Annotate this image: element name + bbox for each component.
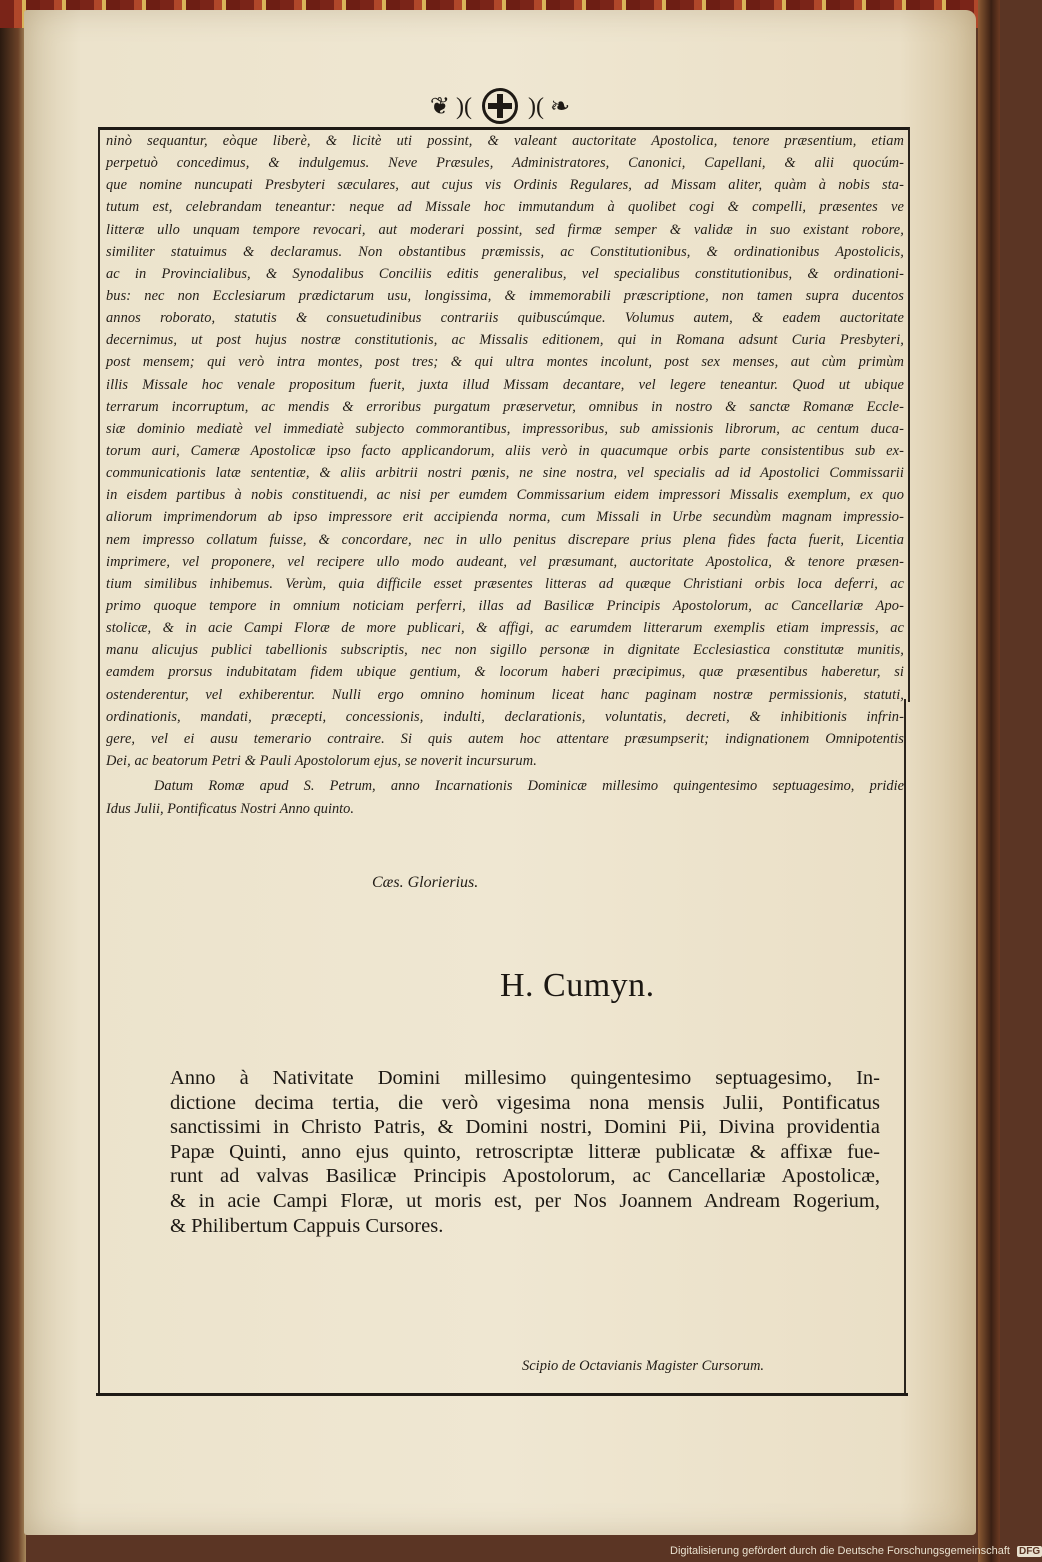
datum-line: Idus Julii, Pontificatus Nostri Anno quinto. xyxy=(106,801,354,817)
book-binding-left xyxy=(0,0,26,1562)
text-line: in eisdem partibus à nobis constituendi, ac nisi per eumdem Commissarium eidem impressori Missalis exemplum, ex quo xyxy=(106,487,904,504)
datum-paragraph xyxy=(106,775,904,821)
text-line: communicationis latæ sententiæ, & aliis arbitrii nostri pœnis, ne sine nostra, vel specialis ad id Apostolici Commissarii xyxy=(106,465,904,482)
text-line: Dei, ac beatorum Petri & Pauli Apostolorum ejus, se noverit incursurum. xyxy=(106,752,537,769)
frame-rule-right xyxy=(904,699,906,1393)
text-line: perpetuò concedimus, & indulgemus. Neve Præsules, Administratores, Canonici, Capellani, & alii quocúm- xyxy=(106,155,904,172)
text-line: nem impresso collatum fuisse, & concordare, nec in ullo penitus discrepare prius plena fides facta fuerit, Licentia xyxy=(106,531,904,548)
text-line: illis Missale hoc venale propositum fuerit, juxta illud Missam decantare, vel legere teneantur. Quod ut ubique xyxy=(106,376,904,393)
text-line: ordinationis, mandati, præcepti, concessionis, indulti, declarationis, voluntatis, decreti, & inhibitionis infrin- xyxy=(106,708,904,725)
notary-line: Anno à Nativitate Domini millesimo quingentesimo septuagesimo, In- xyxy=(170,1067,880,1089)
dfg-logo: DFG xyxy=(1019,1546,1041,1557)
text-line: bus: nec non Ecclesiarum prædictarum usu, longissima, & immemorabili præscriptione, non tamen supra ducentos xyxy=(106,287,904,304)
text-line: similiter statuimus & declaramus. Non obstantibus præmissis, ac Constitutionibus, & ordinationibus Apostolicis, xyxy=(106,243,904,260)
text-line: gere, vel ei ausu temerario contraire. Si quis autem hoc attentare præsumpserit; indignationem Omnipotentis xyxy=(106,730,904,747)
notary-line: Papæ Quinti, anno ejus quinto, retroscriptæ litteræ publicatæ & affixæ fue- xyxy=(170,1140,880,1163)
section-heading: H. Cumyn. xyxy=(500,967,655,1004)
ornament-left-fleuron: ❦ )( xyxy=(429,93,472,120)
frame-rule-left xyxy=(98,699,100,1393)
digitization-credit xyxy=(670,1545,1042,1557)
text-line: torum auri, Cameræ Apostolicæ ipso facto applicandorum, aliis verò in quacumque orbis parte consistentibus sub ex- xyxy=(106,442,904,459)
text-line: tium similibus inhibemus. Verùm, quia difficile esset præsentes litteras ad quæque Christiani orbis loca deferri, ac xyxy=(106,575,904,592)
bull-body-text xyxy=(106,130,904,772)
text-line: ac in Provincialibus, & Synodalibus Conciliis editis generalibus, vel specialibus constitutionibus, & ordinationi- xyxy=(106,265,904,282)
frame-rule-bottom xyxy=(96,1393,908,1396)
notary-line: dictione decima tertia, die verò vigesima nona mensis Julii, Pontificatus xyxy=(170,1091,880,1114)
text-line: annos roborato, statutis & consuetudinibus contrariis quibuscúmque. Volumus autem, & eadem auctoritate xyxy=(106,310,904,327)
credit-text: Digitalisierung gefördert durch die Deutsche Forschungsgemeinschaft xyxy=(670,1545,1010,1557)
text-line: manu alicujus publici tabellionis subscriptis, nec non sigillo personæ in dignitate Ecclesiastica constitutæ munitis, xyxy=(106,642,904,659)
notary-line: runt ad valvas Basilicæ Principis Apostolorum, ac Cancellariæ Apostolicæ, xyxy=(170,1165,880,1188)
text-line: imprimere, vel proponere, vel recipere ullo modo audeant, vel præsumant, auctoritate Apostolica, & tenore præsen- xyxy=(106,553,904,570)
text-line: aliorum imprimendorum ab ipso impressore erit accipienda norma, cum Missali in Urbe secundùm magnam impressio- xyxy=(106,509,904,526)
notary-line: & in acie Campi Floræ, ut moris est, per Nos Joannem Andream Rogerium, xyxy=(170,1189,880,1212)
text-line: stolicæ, & in acie Campi Floræ de more publicari, & affigi, ac earumdem litterarum exemplis etiam impressis, ac xyxy=(106,620,904,637)
notary-line: & Philibertum Cappuis Cursores. xyxy=(170,1214,444,1237)
datum-line: Datum Romæ apud S. Petrum, anno Incarnationis Dominicæ millesimo quingentesimo septuagesimo, pridie xyxy=(154,778,904,794)
text-line: terrarum incorruptum, ac mendis & erroribus purgatum præservetur, omnibus in nostro & sanctæ Romanæ Eccle- xyxy=(106,398,904,415)
text-line: primo quoque tempore in omnium noticiam perferri, illas ad Basilicæ Principis Apostolorum, ac Cancellariæ Apo- xyxy=(106,597,904,614)
text-line: tutum est, celebrandam teneantur: neque ad Missale hoc immutandum à quolibet cogi & compelli, præsentes ve xyxy=(106,199,904,216)
ornament-right-fleuron: )( ❧ xyxy=(528,93,571,120)
text-line: ninò sequantur, eòque liberè, & licitè uti possint, & valeant auctoritate Apostolica, tenore præsentium, etiam xyxy=(106,133,904,149)
text-line: siæ dominio mediatè vel immediatè subjecto commorantibus, impressoribus, sub amissionis librorum, ac centum duca- xyxy=(106,420,904,437)
book-binding-right xyxy=(978,0,1000,1562)
notary-paragraph xyxy=(170,1066,880,1238)
signature-octavianis: Scipio de Octavianis Magister Cursorum. xyxy=(522,1358,765,1374)
notary-line: sanctissimi in Christo Patris, & Domini nostri, Domini Pii, Divina providentia xyxy=(170,1116,880,1139)
maltese-cross-icon xyxy=(482,88,518,124)
text-line: eamdem prorsus indubitatam fidem ubique gentium, & locorum haberi præcipimus, quæ præsentibus haberetur, si xyxy=(106,664,904,681)
text-line: decernimus, ut post hujus nostræ constitutionis, ac Missalis editionem, qui in Romana adsunt Curia Presbyteri, xyxy=(106,332,904,349)
header-ornament xyxy=(395,88,605,124)
text-line: post mensem; qui verò intra montes, post tres; & qui ultra montes incolunt, post sex menses, aut cùm primùm xyxy=(106,354,904,371)
text-line: ostenderentur, vel exhiberentur. Nulli ergo omnino hominum liceat hanc paginam nostræ permissionis, statuti, xyxy=(106,686,904,703)
text-line: litteræ ullo unquam tempore revocari, aut moderari possint, sed firmæ semper & validæ in suo existant robore, xyxy=(106,221,904,238)
signature-glorierius: Cæs. Glorierius. xyxy=(372,874,479,891)
text-line: que nomine nuncupati Presbyteri sæculares, aut cujus vis Ordinis Regulares, ad Missam aliter, quàm à nobis sta- xyxy=(106,177,904,194)
